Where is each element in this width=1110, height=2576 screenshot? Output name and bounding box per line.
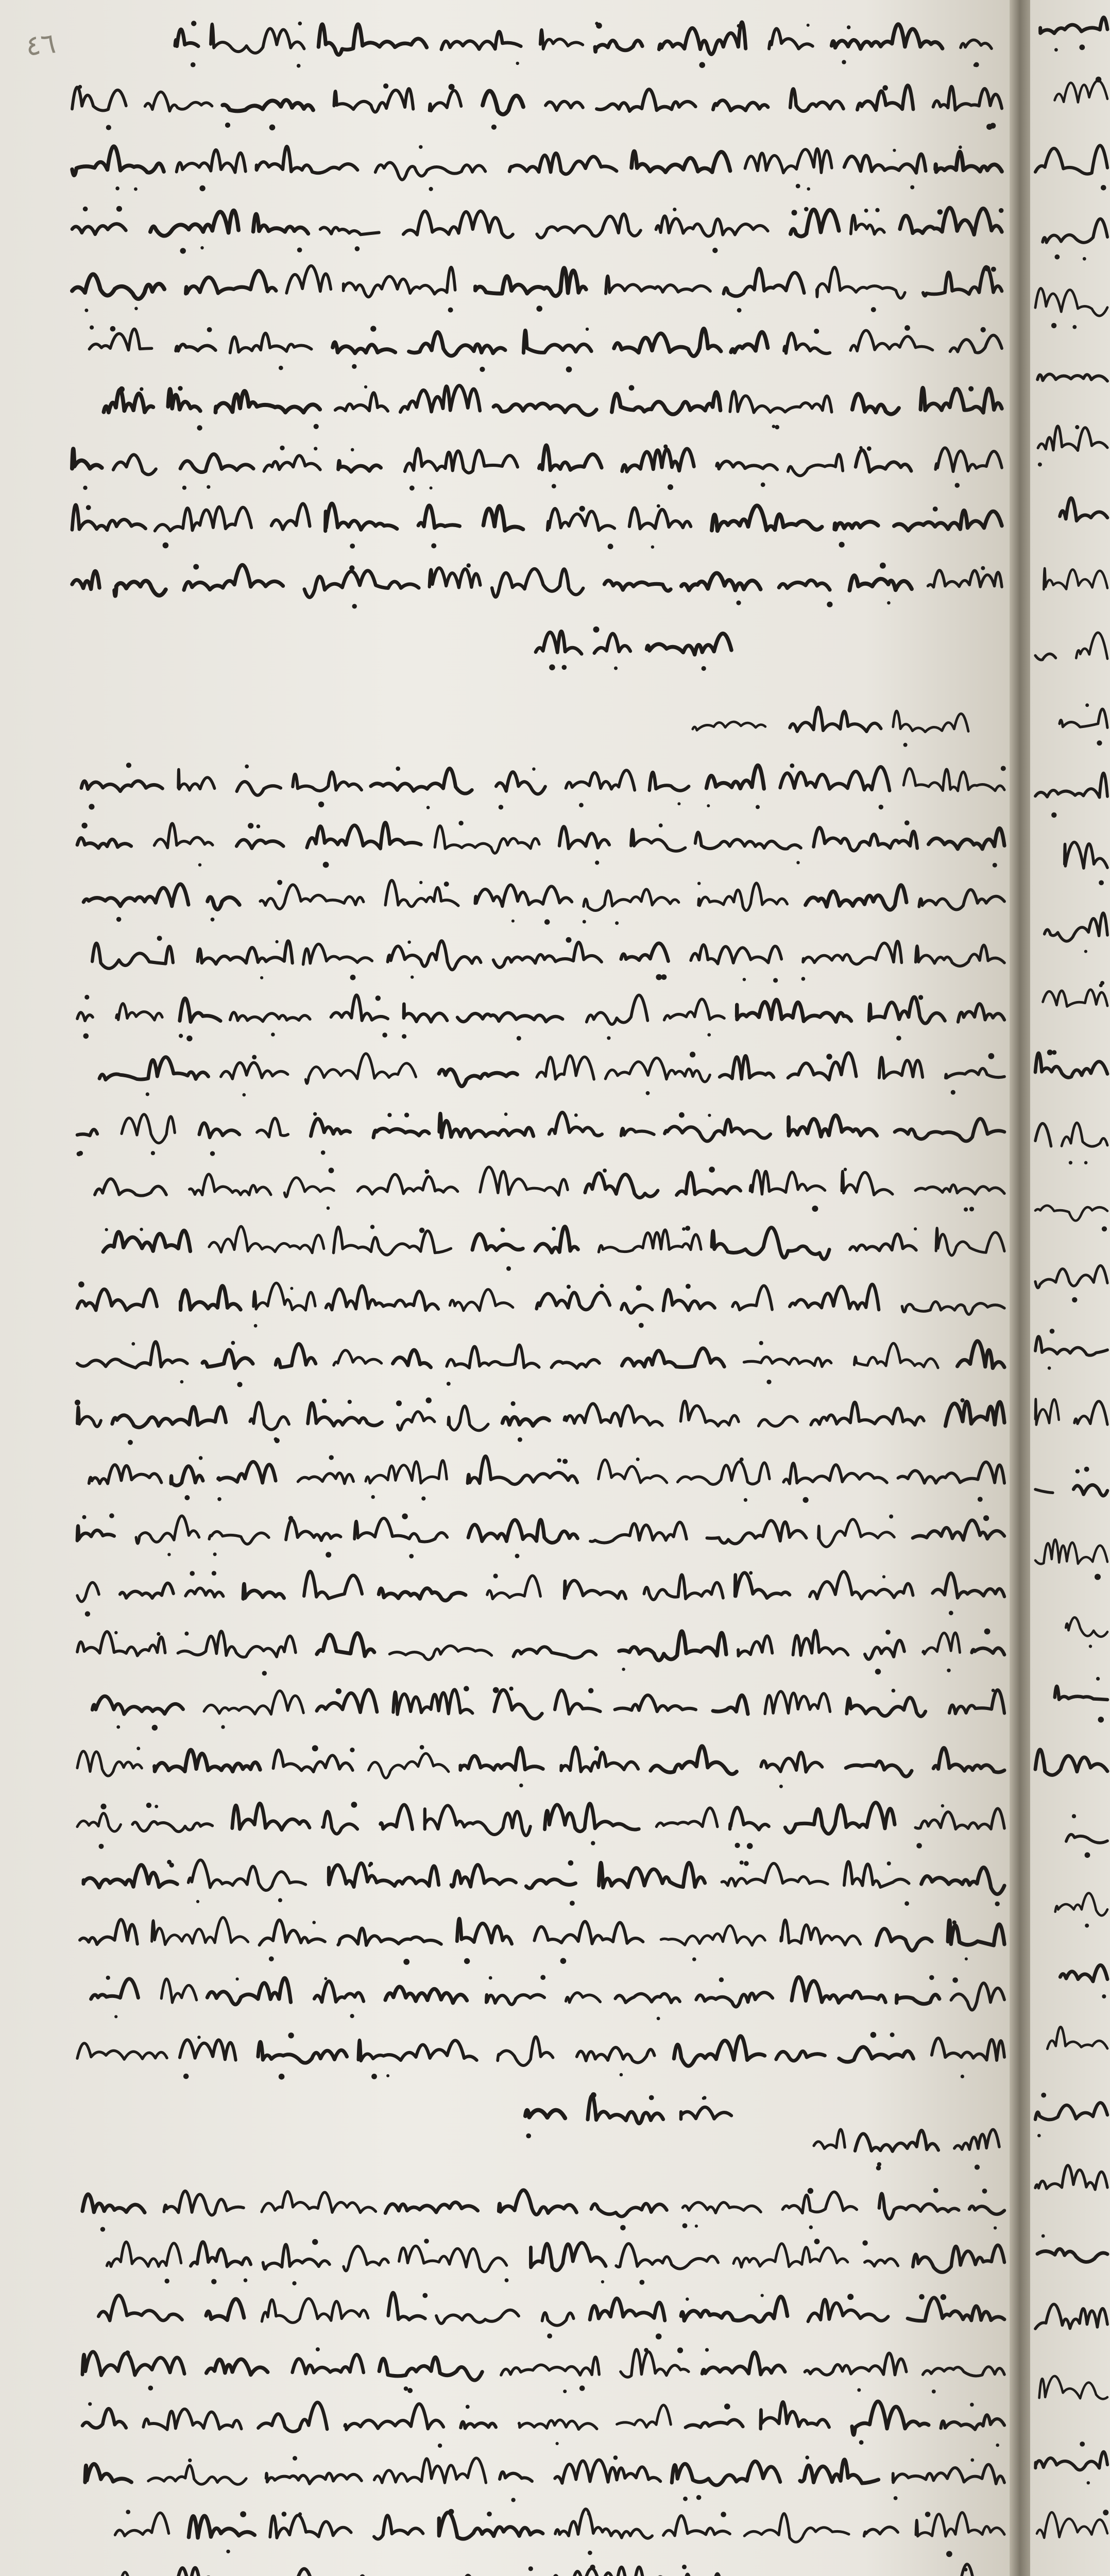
facing-page-line-fragment <box>1035 773 1107 818</box>
facing-page-line-fragment <box>1035 1539 1107 1580</box>
facing-page-line-fragment <box>1035 633 1107 660</box>
facing-page-line-fragment <box>1045 913 1107 953</box>
facing-page-line-fragment <box>1055 1893 1107 1927</box>
facing-page-line-fragment <box>1035 1329 1107 1370</box>
facing-page-line-fragment <box>1066 1617 1107 1648</box>
facing-page-line-fragment <box>1060 703 1107 745</box>
facing-page-line-fragment <box>1035 2442 1107 2484</box>
facing-page-line-fragment <box>1044 568 1107 589</box>
facing-page-line-fragment <box>1039 2376 1107 2399</box>
facing-page-line-fragment <box>1055 1677 1107 1723</box>
facing-page-line-fragment <box>1035 1123 1107 1164</box>
facing-page-line-fragment <box>1040 18 1107 52</box>
folio-number: ٤٦ <box>24 27 58 62</box>
facing-page-line-fragment <box>1060 1965 1107 1998</box>
facing-page-line-fragment <box>1043 981 1107 1007</box>
facing-page-line-fragment <box>1055 77 1108 103</box>
facing-page-line-fragment <box>1037 2510 1108 2538</box>
facing-page-line-fragment <box>1047 2027 1107 2049</box>
facing-page-line-fragment <box>1035 288 1107 329</box>
facing-page-line-fragment <box>1035 1206 1107 1232</box>
facing-page-line-fragment <box>1035 2304 1107 2329</box>
facing-page-line-fragment <box>1060 498 1107 521</box>
facing-page-line-fragment <box>1035 2093 1107 2138</box>
facing-page-line-fragment <box>1035 1467 1107 1496</box>
facing-page-line-fragment <box>1035 145 1107 190</box>
facing-page-line-fragment <box>1038 425 1107 467</box>
facing-page-line-fragment <box>1065 842 1107 886</box>
facing-page-line-fragment <box>1043 219 1107 261</box>
facing-page-line-fragment <box>1035 1049 1107 1077</box>
facing-page-line-fragment <box>1037 2234 1107 2262</box>
facing-page-line-fragment <box>1066 1814 1107 1858</box>
facing-page-line-fragment <box>1035 1399 1107 1425</box>
facing-page-line-fragment <box>1037 374 1107 381</box>
facing-page-line-fragment <box>1035 2165 1107 2190</box>
facing-page-line-fragment <box>1035 1750 1107 1775</box>
facing-page-line-fragment <box>1035 1265 1107 1302</box>
